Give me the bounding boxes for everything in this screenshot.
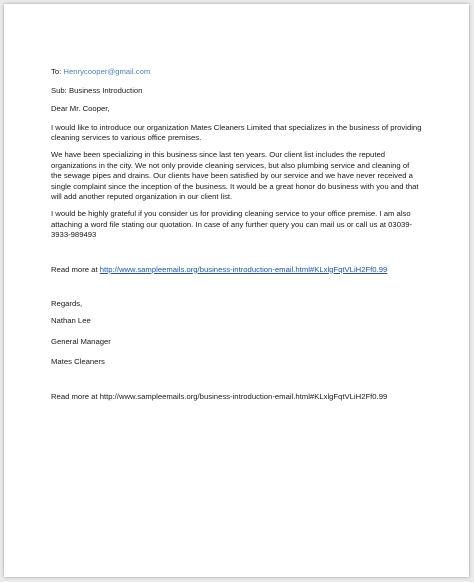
paragraph-line: attaching a word file stating our quotation. In case of any further query you can mail us or call us at 03039-	[51, 219, 413, 229]
paragraph-introduction	[51, 123, 451, 144]
recipient-line	[51, 67, 451, 78]
read-more-line	[51, 265, 451, 276]
sender-name: Nathan Lee	[51, 315, 91, 325]
paragraph-line: organizations in the city. We not only provide cleaning services, but also plumbing service and cleaning of	[51, 160, 410, 170]
paragraph-line: 3933-989493	[51, 230, 97, 240]
subject-line: Sub: Business Introduction	[51, 85, 143, 95]
paragraph-line: I would be highly grateful if you consider us for providing cleaning service to your office premise. I am also	[51, 208, 411, 218]
paragraph-line: We have been specializing in this business since last ten years. Our client list includes the reputed	[51, 149, 386, 159]
read-more-plain-line: Read more at http://www.sampleemails.org/business-introduction-email.html#KLxlgFqtVLiH2Ff0.99	[51, 391, 388, 401]
paragraph-line: cleaning services to various office premises.	[51, 133, 202, 143]
paragraph-line: single complaint since the inception of the business. It would be a great honor do business with you and that	[51, 181, 419, 191]
sender-title: General Manager	[51, 336, 111, 346]
paragraph-line: the sewage pipes and drains. Our clients have been satisfied by our service and we have never received a	[51, 171, 413, 181]
salutation: Dear Mr. Cooper,	[51, 104, 110, 114]
letter-body	[51, 67, 451, 402]
read-more-link[interactable]: http://www.sampleemails.org/business-introduction-email.html#KLxlgFqtVLiH2Ff0.99	[99, 264, 388, 274]
sender-company: Mates Cleaners	[51, 357, 105, 367]
paragraph-request	[51, 209, 451, 241]
document-page	[4, 4, 469, 577]
paragraph-line: will add another reputed organization in our client list.	[51, 192, 233, 202]
closing-regards: Regards,	[51, 299, 83, 309]
recipient-email-link[interactable]: Henrycooper@gmail.com	[63, 67, 151, 76]
paragraph-services	[51, 150, 451, 203]
read-more-prefix: Read more at	[51, 264, 98, 274]
paragraph-line: I would like to introduce our organization Mates Cleaners Limited that specializes in the business of providing	[51, 122, 422, 132]
to-label: To:	[51, 67, 62, 76]
